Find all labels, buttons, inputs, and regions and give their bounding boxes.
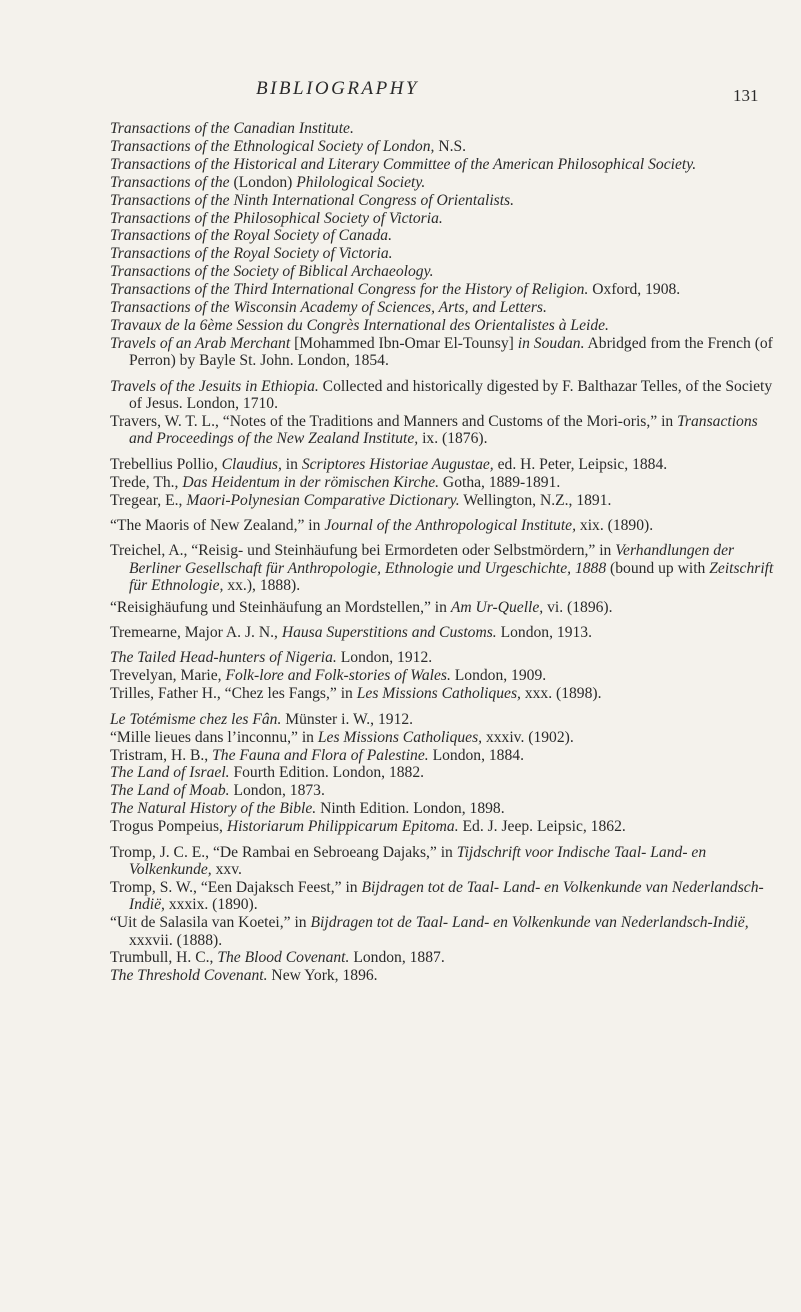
entry-italic-text: Travels of the Jesuits in Ethiopia. (110, 377, 319, 395)
entry-italic-text: Das Heidentum in der römischen Kirche. (182, 473, 440, 491)
entry-text: Treichel, A., “Reisig- und Steinhäufung bei Ermordeten oder Selbstmördern,” in (110, 542, 616, 560)
entry-text: Wellington, N.Z., 1891. (459, 491, 612, 509)
bibliography-entry (110, 782, 782, 799)
bibliography-entry (110, 335, 782, 370)
entry-italic-text: Les Missions Catholiques, (356, 685, 521, 703)
entry-text: xxxix. (1890). (164, 896, 258, 914)
bibliography-entry (110, 227, 782, 244)
entry-italic-text: Transactions of the Royal Society of Victoria. (110, 245, 393, 263)
bibliography-entry (110, 281, 782, 298)
entry-italic-text: Philological Society. (292, 173, 426, 191)
entry-italic-text: Zeitschrift für Ethnologie, (129, 559, 774, 595)
entry-italic-text: Am Ur-Quelle, (450, 598, 544, 616)
entry-italic-text: Transactions of the Ninth International Congress of Orientalists. (110, 191, 515, 209)
entry-text: London, 1884. (428, 746, 524, 764)
entry-text: vi. (1896). (543, 598, 613, 616)
entry-italic-text: The Fauna and Flora of Palestine. (212, 746, 429, 764)
entry-italic-text: Folk-lore and Folk-stories of Wales. (225, 667, 451, 685)
entry-text: Trede, Th., (110, 473, 183, 491)
entry-italic-text: Historiarum Philippicarum Epitoma. (226, 818, 459, 836)
entry-text: Trogus Pompeius, (110, 818, 227, 836)
entry-italic-text: Transactions of the (110, 173, 234, 191)
entry-text: (London) (233, 173, 293, 191)
entry-text: Münster i. W., 1912. (281, 710, 414, 728)
entry-text: N.S. (434, 137, 467, 155)
bibliography-entry (110, 378, 782, 413)
entry-italic-text: The Threshold Covenant. (110, 967, 268, 985)
entry-text: xxxiv. (1902). (482, 728, 574, 746)
bibliography-entry (110, 245, 782, 262)
entry-italic-text: Transactions and Proceedings of the New Zealand Institute, (129, 413, 758, 448)
entry-italic-text: in Soudan. (517, 334, 585, 352)
entry-italic-text: Bijdragen tot de Taal- Land- en Volkenkunde van Nederlandsch-Indië, (310, 914, 749, 932)
entry-italic-text: Bijdragen tot de Taal- Land- en Volkenkunde van Nederlandsch-Indië, (129, 878, 764, 914)
entry-italic-text: The Land of Moab. (110, 782, 230, 800)
bibliography-entry (110, 879, 782, 914)
entry-text: ix. (1876). (418, 430, 488, 448)
bibliography-entry (110, 263, 782, 280)
bibliography-entry (110, 949, 782, 966)
page-number: 131 (733, 86, 759, 105)
entry-text: xxxvii. (1888). (129, 931, 223, 949)
entry-text: London, 1873. (229, 782, 325, 800)
entry-text: Fourth Edition. London, 1882. (229, 764, 425, 782)
entry-italic-text: Transactions of the Third International Congress for the History of Religion. (110, 281, 589, 299)
entry-text: London, 1909. (450, 667, 547, 685)
entry-text: “The Maoris of New Zealand,” in (110, 517, 325, 535)
entry-italic-text: Journal of the Anthropological Institute, (324, 517, 576, 535)
bibliography-entry (110, 299, 782, 316)
entry-text: Trevelyan, Marie, (110, 667, 226, 685)
entry-italic-text: Maori-Polynesian Comparative Dictionary. (186, 491, 460, 509)
bibliography-entry (110, 729, 782, 746)
bibliography-entry (110, 685, 782, 702)
entry-italic-text: Transactions of the Philosophical Society of Victoria. (110, 209, 443, 227)
entry-text: Tregear, E., (110, 491, 187, 509)
entry-italic-text: Travaux de la 6ème Session du Congrès International des Orientalistes à Leide. (110, 316, 609, 334)
bibliography-entry (110, 844, 782, 879)
entry-text: New York, 1896. (267, 967, 378, 985)
bibliography-entry (110, 764, 782, 781)
entry-text: Gotha, 1889-1891. (439, 473, 561, 491)
bibliography-entry (110, 474, 782, 491)
bibliography-entry (110, 492, 782, 509)
bibliography-entry (110, 667, 782, 684)
bibliography-entry (110, 914, 782, 949)
entry-italic-text: Transactions of the Wisconsin Academy of Sciences, Arts, and Letters. (110, 299, 547, 317)
bibliography-entry (110, 120, 782, 137)
bibliography-entry (110, 317, 782, 334)
bibliography-entry (110, 138, 782, 155)
entry-italic-text: Le Totémisme chez les Fân. (110, 710, 282, 728)
entry-text: in (281, 455, 302, 473)
entry-text: xxx. (1898). (520, 685, 602, 703)
entry-italic-text: Transactions of the Historical and Literary Committee of the American Philosophical Society. (110, 155, 697, 173)
entry-text: Ed. J. Jeep. Leipsic, 1862. (458, 818, 626, 836)
bibliography-entry (110, 800, 782, 817)
bibliography-entry (110, 456, 782, 473)
page-header (0, 66, 801, 106)
bibliography-entry (110, 711, 782, 728)
bibliography-entry (110, 174, 782, 191)
entry-text: xxv. (211, 860, 242, 878)
entry-text: Travers, W. T. L., “Notes of the Traditions and Manners and Customs of the Mori-oris,” in (110, 413, 678, 430)
entry-text: “Mille lieues dans l’inconnu,” in (110, 728, 318, 746)
entry-italic-text: Tijdschrift voor Indische Taal- Land- en Volkenkunde, (129, 843, 707, 878)
entry-italic-text: The Land of Israel. (110, 764, 230, 782)
entry-text: Abridged from the French (of Perron) by Bayle St. John. London, 1854. (129, 334, 773, 370)
bibliography-entry (110, 413, 782, 448)
entry-text: (bound up with (606, 559, 710, 577)
entry-text: xx.), 1888). (223, 577, 301, 595)
entry-italic-text: Verhandlungen der Berliner Gesellschaft für Anthropologie, Ethnologie und Urgeschichte, 1888 (129, 542, 735, 577)
entry-text: Trilles, Father H., “Chez les Fangs,” in (110, 685, 357, 703)
bibliography-entry (110, 624, 782, 641)
entry-italic-text: Travels of an Arab Merchant (110, 334, 291, 352)
entry-italic-text: Scriptores Historiae Augustae, (301, 455, 494, 473)
entry-italic-text: The Blood Covenant. (217, 949, 350, 967)
bibliography-entry (110, 747, 782, 764)
entry-italic-text: Transactions of the Canadian Institute. (110, 120, 354, 137)
bibliography-entry (110, 818, 782, 835)
entry-text: London, 1912. (336, 649, 433, 667)
entry-text: Tremearne, Major A. J. N., (110, 624, 282, 642)
entry-text: London, 1913. (496, 624, 592, 642)
entry-text: xix. (1890). (576, 517, 654, 535)
entry-italic-text: Transactions of the Royal Society of Canada. (110, 227, 392, 245)
entry-text: [Mohammed Ibn-Omar El-Tounsy] (290, 334, 518, 352)
bibliography-entry (110, 156, 782, 173)
bibliography-entry (110, 542, 782, 594)
entry-italic-text: Hausa Superstitions and Customs. (281, 624, 497, 642)
entry-text: Trebellius Pollio, (110, 455, 222, 473)
entry-text: London, 1887. (349, 949, 445, 967)
entry-italic-text: The Tailed Head-hunters of Nigeria. (110, 649, 337, 667)
bibliography-list (110, 120, 782, 985)
entry-text: “Uit de Salasila van Koetei,” in (110, 914, 311, 932)
entry-italic-text: Transactions of the Society of Biblical Archaeology. (110, 263, 434, 281)
entry-text: Tromp, S. W., “Een Dajaksch Feest,” in (110, 878, 362, 896)
entry-text: Oxford, 1908. (588, 281, 681, 299)
bibliography-entry (110, 599, 782, 616)
entry-italic-text: Transactions of the Ethnological Society of London, (110, 137, 435, 155)
bibliography-entry (110, 517, 782, 534)
bibliography-entry (110, 967, 782, 984)
running-head: BIBLIOGRAPHY (256, 78, 419, 99)
entry-text: ed. H. Peter, Leipsic, 1884. (493, 455, 668, 473)
entry-italic-text: Claudius, (221, 455, 282, 473)
entry-text: “Reisighäufung und Steinhäufung an Mordstellen,” in (110, 598, 451, 616)
bibliography-entry (110, 192, 782, 209)
bibliography-entry (110, 649, 782, 666)
entry-italic-text: Les Missions Catholiques, (317, 728, 483, 746)
entry-text: Tristram, H. B., (110, 746, 213, 764)
entry-text: Collected and historically digested by F. Balthazar Telles, of the Society of Jesus. London, 1710. (129, 377, 773, 413)
entry-text: Trumbull, H. C., (110, 949, 218, 967)
entry-italic-text: The Natural History of the Bible. (110, 800, 317, 818)
entry-text: Ninth Edition. London, 1898. (316, 800, 505, 818)
bibliography-entry (110, 210, 782, 227)
entry-text: Tromp, J. C. E., “De Rambai en Sebroeang Dajaks,” in (110, 843, 457, 861)
